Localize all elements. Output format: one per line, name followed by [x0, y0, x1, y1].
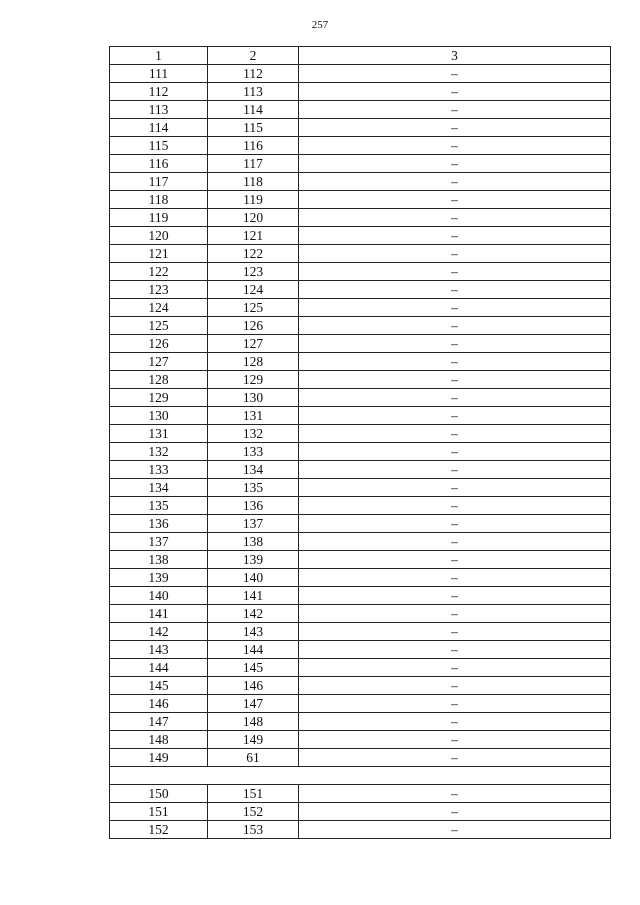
table-cell-col-2: 131	[208, 407, 299, 425]
table-cell-col-1: 140	[110, 587, 208, 605]
table-cell-col-2: 117	[208, 155, 299, 173]
table-cell-col-2: 124	[208, 281, 299, 299]
table-cell-col-1: 116	[110, 155, 208, 173]
table-cell-col-2: 137	[208, 515, 299, 533]
table-cell-col-3: –	[299, 407, 611, 425]
table-cell-col-1: 139	[110, 569, 208, 587]
table-cell-col-1: 114	[110, 119, 208, 137]
table-cell-col-3: –	[299, 155, 611, 173]
data-table	[109, 46, 611, 839]
table-cell-col-3: –	[299, 623, 611, 641]
table-cell-col-1: 129	[110, 389, 208, 407]
table-cell-col-2: 118	[208, 173, 299, 191]
table-row	[110, 65, 611, 83]
table-cell-col-1: 142	[110, 623, 208, 641]
table-cell-col-1: 112	[110, 83, 208, 101]
table-row	[110, 353, 611, 371]
table-cell-col-2: 153	[208, 821, 299, 839]
table-cell-col-3: –	[299, 821, 611, 839]
table-cell-col-2: 121	[208, 227, 299, 245]
table-row	[110, 569, 611, 587]
table-cell-col-2: 143	[208, 623, 299, 641]
table-cell-col-3: –	[299, 749, 611, 767]
table-cell-col-2: 61	[208, 749, 299, 767]
table-row	[110, 191, 611, 209]
table-cell-col-1: 130	[110, 407, 208, 425]
table-cell-col-3: –	[299, 659, 611, 677]
table-cell-col-2: 120	[208, 209, 299, 227]
table-cell-col-1: 128	[110, 371, 208, 389]
table-cell-col-3: –	[299, 479, 611, 497]
table-cell-col-3: –	[299, 803, 611, 821]
table-cell-col-2: 149	[208, 731, 299, 749]
table-cell-col-1: 120	[110, 227, 208, 245]
table-row	[110, 245, 611, 263]
table-cell-col-3: –	[299, 335, 611, 353]
table-cell-col-1: 148	[110, 731, 208, 749]
table-cell-col-2: 138	[208, 533, 299, 551]
table-cell-col-3: –	[299, 497, 611, 515]
table-row	[110, 389, 611, 407]
table-cell-col-3: –	[299, 353, 611, 371]
table-row	[110, 803, 611, 821]
table-cell-col-3: –	[299, 569, 611, 587]
table-row	[110, 497, 611, 515]
table-cell-col-1: 149	[110, 749, 208, 767]
table-cell-col-2: 136	[208, 497, 299, 515]
table-row	[110, 209, 611, 227]
table-cell-col-3: –	[299, 785, 611, 803]
table-row	[110, 659, 611, 677]
table-cell-col-2: 114	[208, 101, 299, 119]
table-cell-col-1: 146	[110, 695, 208, 713]
table-cell-col-3: –	[299, 443, 611, 461]
table-cell-col-1: 131	[110, 425, 208, 443]
table-cell-col-1: 125	[110, 317, 208, 335]
table-cell-col-3: –	[299, 191, 611, 209]
table-cell-col-3: –	[299, 281, 611, 299]
table-cell-col-3: –	[299, 677, 611, 695]
table-cell-col-1: 123	[110, 281, 208, 299]
table-cell-col-3: –	[299, 173, 611, 191]
table-cell-col-2: 122	[208, 245, 299, 263]
table-cell-col-3: –	[299, 263, 611, 281]
table-cell-col-3: –	[299, 371, 611, 389]
table-cell-col-2: 140	[208, 569, 299, 587]
table-row	[110, 461, 611, 479]
table-row	[110, 713, 611, 731]
table-cell-col-2: 128	[208, 353, 299, 371]
table-cell-col-1: 117	[110, 173, 208, 191]
table-cell-col-3: –	[299, 461, 611, 479]
table-cell-col-2: 112	[208, 65, 299, 83]
table-cell-col-1: 121	[110, 245, 208, 263]
table-cell-col-3: –	[299, 209, 611, 227]
column-header-2: 2	[208, 47, 299, 65]
table-row	[110, 173, 611, 191]
table-cell-col-1: 144	[110, 659, 208, 677]
table-row	[110, 479, 611, 497]
table-cell-col-2: 119	[208, 191, 299, 209]
column-header-3: 3	[299, 47, 611, 65]
table-row	[110, 119, 611, 137]
table-cell-col-1: 151	[110, 803, 208, 821]
table-cell-col-3: –	[299, 101, 611, 119]
table-row	[110, 407, 611, 425]
table-cell-col-2: 113	[208, 83, 299, 101]
table-row	[110, 137, 611, 155]
table-cell-col-3: –	[299, 551, 611, 569]
table-cell-col-3: –	[299, 65, 611, 83]
table-cell-col-2: 144	[208, 641, 299, 659]
table-cell-col-1: 115	[110, 137, 208, 155]
table-row	[110, 425, 611, 443]
table-cell-col-1: 127	[110, 353, 208, 371]
table-row	[110, 335, 611, 353]
table-cell-col-3: –	[299, 605, 611, 623]
table-cell-col-1: 124	[110, 299, 208, 317]
table-cell-col-3: –	[299, 533, 611, 551]
table-cell-col-2: 142	[208, 605, 299, 623]
table-cell-col-2: 148	[208, 713, 299, 731]
table-cell-col-2: 146	[208, 677, 299, 695]
table-cell-col-1: 150	[110, 785, 208, 803]
table-cell-col-2: 132	[208, 425, 299, 443]
table-cell-col-3: –	[299, 245, 611, 263]
table-row	[110, 695, 611, 713]
table-row	[110, 227, 611, 245]
table-cell-col-3: –	[299, 695, 611, 713]
table-cell-col-2: 147	[208, 695, 299, 713]
table-cell-col-1: 113	[110, 101, 208, 119]
table-cell-col-3: –	[299, 425, 611, 443]
page-number: 257	[311, 19, 329, 31]
table-row	[110, 263, 611, 281]
table-row	[110, 749, 611, 767]
table-row	[110, 677, 611, 695]
table-cell-col-2: 152	[208, 803, 299, 821]
table-cell-col-1: 119	[110, 209, 208, 227]
table-cell-col-3: –	[299, 227, 611, 245]
table-cell-col-3: –	[299, 389, 611, 407]
table-cell-col-2: 123	[208, 263, 299, 281]
table-row	[110, 155, 611, 173]
table-row	[110, 785, 611, 803]
table-row	[110, 605, 611, 623]
table-row	[110, 443, 611, 461]
table-row	[110, 641, 611, 659]
table-cell-col-2: 127	[208, 335, 299, 353]
table-row	[110, 623, 611, 641]
table-row	[110, 299, 611, 317]
table-cell-col-3: –	[299, 137, 611, 155]
table-cell-col-3: –	[299, 83, 611, 101]
table-row	[110, 587, 611, 605]
table-gap-row	[110, 767, 611, 785]
table-cell-col-1: 143	[110, 641, 208, 659]
table-cell-col-1: 138	[110, 551, 208, 569]
table-cell-col-3: –	[299, 515, 611, 533]
table-cell-col-2: 134	[208, 461, 299, 479]
table-cell-col-2: 125	[208, 299, 299, 317]
table-cell-col-3: –	[299, 587, 611, 605]
table-cell-col-1: 141	[110, 605, 208, 623]
table-cell-col-1: 126	[110, 335, 208, 353]
table-cell-col-2: 133	[208, 443, 299, 461]
table-cell-col-1: 152	[110, 821, 208, 839]
table-cell-col-1: 147	[110, 713, 208, 731]
table-cell-col-1: 118	[110, 191, 208, 209]
table-row	[110, 533, 611, 551]
table-cell-col-1: 122	[110, 263, 208, 281]
table-row	[110, 281, 611, 299]
table-cell-col-2: 151	[208, 785, 299, 803]
table-row	[110, 83, 611, 101]
table-row	[110, 551, 611, 569]
table-row	[110, 731, 611, 749]
table-cell-col-2: 126	[208, 317, 299, 335]
table-cell-col-2: 130	[208, 389, 299, 407]
table-header-row	[110, 47, 611, 65]
column-header-1: 1	[110, 47, 208, 65]
table-cell-col-1: 133	[110, 461, 208, 479]
table-row	[110, 317, 611, 335]
table-cell-col-3: –	[299, 713, 611, 731]
table-cell-col-1: 132	[110, 443, 208, 461]
table-cell-col-2: 139	[208, 551, 299, 569]
table-cell-col-3: –	[299, 317, 611, 335]
table-cell-col-2: 116	[208, 137, 299, 155]
table-row	[110, 101, 611, 119]
table-cell-col-1: 145	[110, 677, 208, 695]
table-cell-col-1: 137	[110, 533, 208, 551]
table-cell-col-3: –	[299, 119, 611, 137]
table-row	[110, 821, 611, 839]
table-cell-col-3: –	[299, 299, 611, 317]
table-cell-col-3: –	[299, 641, 611, 659]
table-cell-col-2: 135	[208, 479, 299, 497]
table-cell-col-2: 145	[208, 659, 299, 677]
table-cell-col-1: 111	[110, 65, 208, 83]
table-cell-col-1: 134	[110, 479, 208, 497]
table-cell-col-1: 136	[110, 515, 208, 533]
table-body	[110, 47, 611, 839]
table-gap-cell	[110, 767, 611, 785]
table-cell-col-2: 141	[208, 587, 299, 605]
table-row	[110, 515, 611, 533]
table-cell-col-2: 115	[208, 119, 299, 137]
table-cell-col-2: 129	[208, 371, 299, 389]
table-cell-col-1: 135	[110, 497, 208, 515]
table-cell-col-3: –	[299, 731, 611, 749]
table-row	[110, 371, 611, 389]
